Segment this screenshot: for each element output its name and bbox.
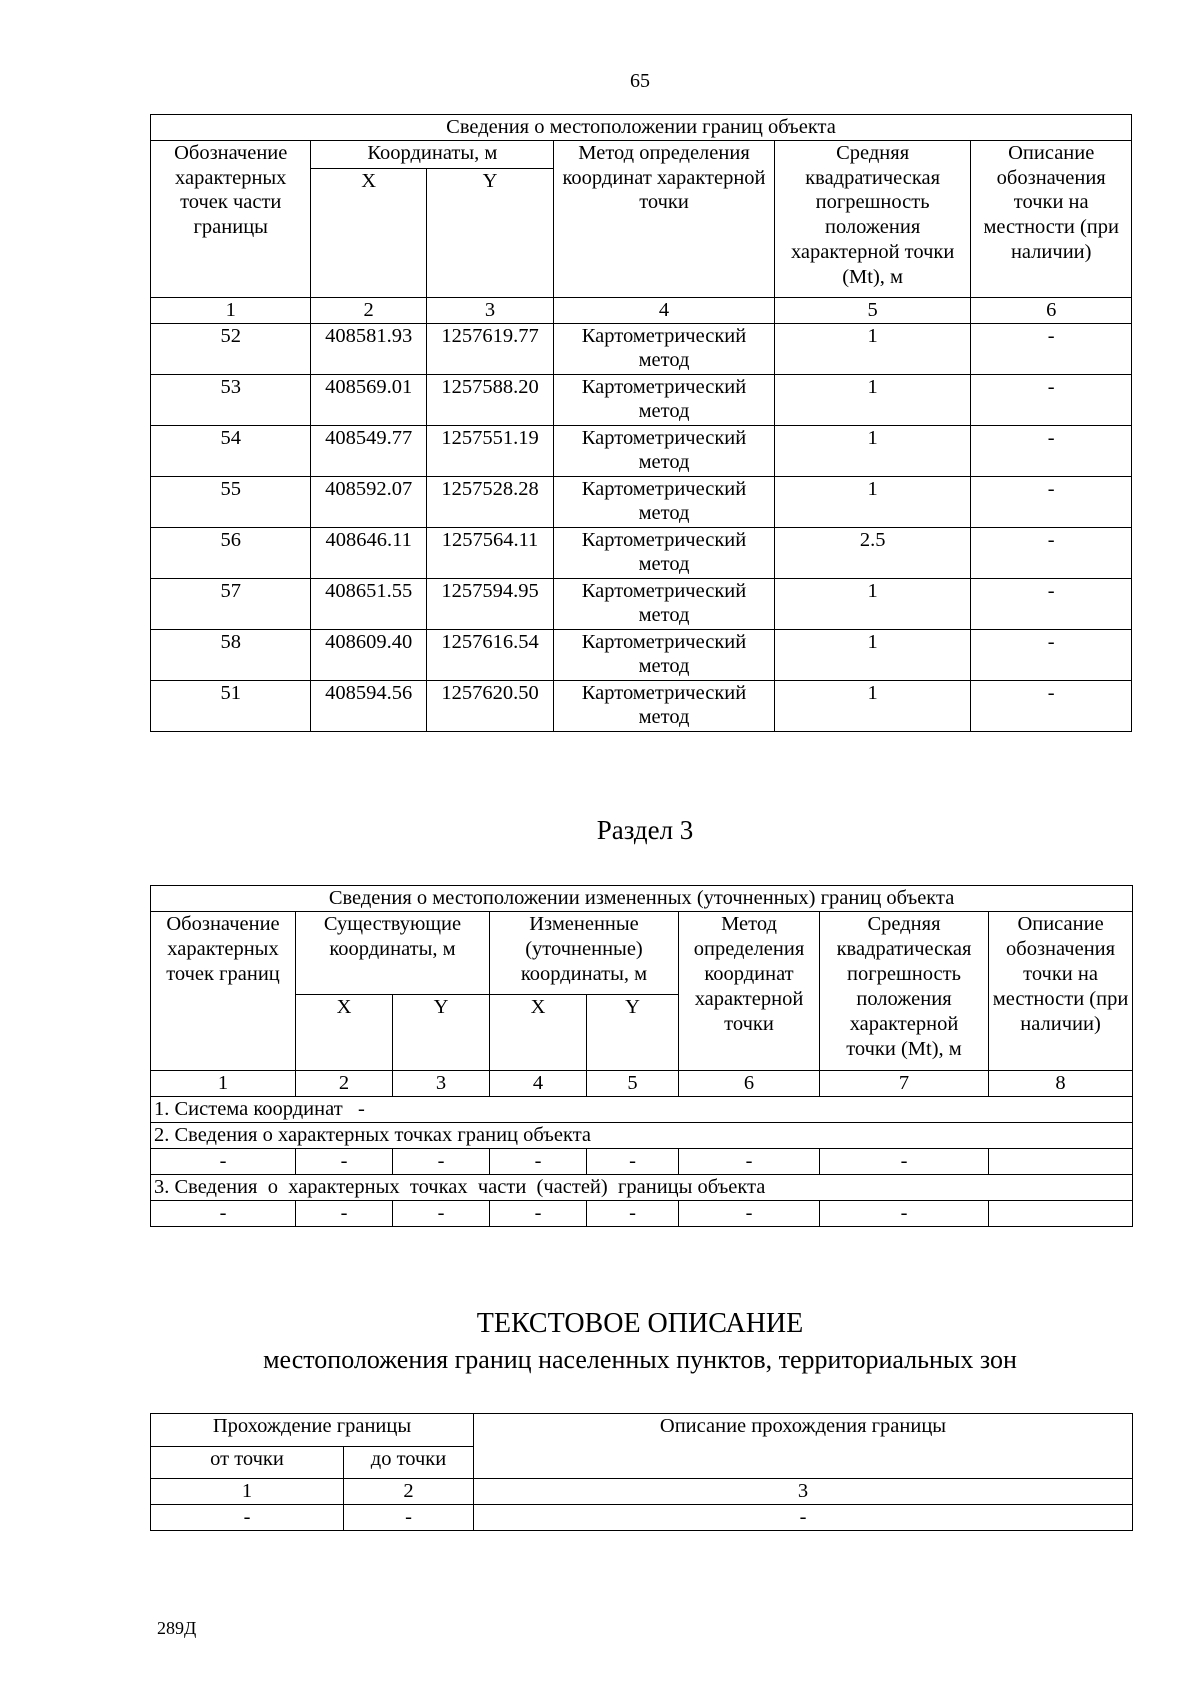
coord-x: 408581.93 (311, 323, 426, 374)
header-x: X (311, 168, 426, 297)
description: - (971, 323, 1132, 374)
header-from-point: от точки (151, 1446, 344, 1479)
coord-x: 408592.07 (311, 476, 426, 527)
col-number: 1 (151, 297, 311, 323)
table-row (151, 1149, 1133, 1175)
cell (989, 1149, 1133, 1175)
col-number: 2 (296, 1071, 393, 1097)
coord-y: 1257528.28 (426, 476, 553, 527)
boundary-passage-table (150, 1413, 1133, 1531)
point-number: 56 (151, 527, 311, 578)
method: Картометрический метод (554, 527, 775, 578)
col-number: 7 (820, 1071, 989, 1097)
table-row (151, 629, 1132, 680)
col-number: 4 (554, 297, 775, 323)
point-number: 55 (151, 476, 311, 527)
col-number: 4 (490, 1071, 587, 1097)
point-number: 51 (151, 680, 311, 731)
error: 1 (774, 425, 971, 476)
col-number: 1 (151, 1071, 296, 1097)
description: - (971, 527, 1132, 578)
cell: - (587, 1149, 679, 1175)
cell: - (151, 1505, 344, 1531)
header-passage-description: Описание прохождения границы (474, 1414, 1133, 1479)
point-number: 53 (151, 374, 311, 425)
section-title: Раздел 3 (596, 815, 694, 845)
col-number: 1 (151, 1479, 344, 1505)
col-number: 2 (344, 1479, 474, 1505)
coord-y: 1257588.20 (426, 374, 553, 425)
coord-y: 1257620.50 (426, 680, 553, 731)
col-number: 5 (774, 297, 971, 323)
coord-y: 1257564.11 (426, 527, 553, 578)
method: Картометрический метод (554, 680, 775, 731)
header-error: Средняя квадратическая погрешность положения характерной точки (Mt), м (774, 140, 971, 297)
header-to-point: до точки (344, 1446, 474, 1479)
method: Картометрический метод (554, 323, 775, 374)
table-row (151, 1201, 1133, 1227)
cell: - (820, 1149, 989, 1175)
header-point-designation: Обозначение характерных точек границ (151, 912, 296, 1071)
cell: - (587, 1201, 679, 1227)
cell: - (151, 1149, 296, 1175)
error: 2.5 (774, 527, 971, 578)
table-row (151, 374, 1132, 425)
coord-x: 408569.01 (311, 374, 426, 425)
header-boundary-passage: Прохождение границы (151, 1414, 474, 1447)
point-number: 52 (151, 323, 311, 374)
header-coordinates: Координаты, м (311, 140, 554, 168)
coord-y: 1257594.95 (426, 578, 553, 629)
column-numbers-row (151, 1071, 1133, 1097)
col-number: 8 (989, 1071, 1133, 1097)
coord-x: 408594.56 (311, 680, 426, 731)
description: - (971, 578, 1132, 629)
header-description: Описание обозначения точки на местности (при наличии) (971, 140, 1132, 297)
table-row (151, 578, 1132, 629)
error: 1 (774, 374, 971, 425)
cell: - (490, 1201, 587, 1227)
method: Картометрический метод (554, 425, 775, 476)
header-error: Средняя квадратическая погрешность положения характерной точки (Mt), м (820, 912, 989, 1071)
cell: - (474, 1505, 1133, 1531)
cell: - (679, 1149, 820, 1175)
error: 1 (774, 323, 971, 374)
header-method: Метод определения координат характерной точки (679, 912, 820, 1071)
col-number: 3 (426, 297, 553, 323)
changed-boundaries-table (150, 885, 1133, 1227)
header-description: Описание обозначения точки на местности (при наличии) (989, 912, 1133, 1071)
error: 1 (774, 680, 971, 731)
description: - (971, 425, 1132, 476)
header-changed-coordinates: Измененные (уточненные) координаты, м (490, 912, 679, 995)
coord-y: 1257619.77 (426, 323, 553, 374)
col-number: 6 (679, 1071, 820, 1097)
cell: - (296, 1149, 393, 1175)
boundary-points-section-row: 2. Сведения о характерных точках границ объекта (151, 1123, 1133, 1149)
method: Картометрический метод (554, 476, 775, 527)
page-number: 65 (630, 70, 650, 92)
col-number: 2 (311, 297, 426, 323)
coordinate-system-row: 1. Система координат - (151, 1097, 1133, 1123)
coord-x: 408609.40 (311, 629, 426, 680)
table-row (151, 527, 1132, 578)
text-description-title: ТЕКСТОВОЕ ОПИСАНИЕ (476, 1308, 804, 1339)
boundary-points-table (150, 114, 1132, 732)
col-number: 6 (971, 297, 1132, 323)
point-number: 57 (151, 578, 311, 629)
table1-title: Сведения о местоположении границ объекта (151, 115, 1132, 141)
footer-code: 289Д (157, 1618, 197, 1638)
cell: - (344, 1505, 474, 1531)
col-number: 3 (474, 1479, 1133, 1505)
method: Картометрический метод (554, 578, 775, 629)
point-number: 54 (151, 425, 311, 476)
error: 1 (774, 629, 971, 680)
description: - (971, 629, 1132, 680)
table2-title: Сведения о местоположении измененных (уточненных) границ объекта (151, 886, 1133, 912)
col-number: 5 (587, 1071, 679, 1097)
cell: - (393, 1149, 490, 1175)
header-method: Метод определения координат характерной точки (554, 140, 775, 297)
point-number: 58 (151, 629, 311, 680)
header-y: Y (426, 168, 553, 297)
part-points-section-row: 3. Сведения о характерных точках части (частей) границы объекта (151, 1175, 1133, 1201)
header-existing-y: Y (393, 995, 490, 1071)
method: Картометрический метод (554, 374, 775, 425)
cell: - (296, 1201, 393, 1227)
description: - (971, 374, 1132, 425)
coord-x: 408549.77 (311, 425, 426, 476)
cell: - (679, 1201, 820, 1227)
coord-y: 1257551.19 (426, 425, 553, 476)
table-row (151, 1505, 1133, 1531)
method: Картометрический метод (554, 629, 775, 680)
header-changed-x: X (490, 995, 587, 1071)
cell: - (820, 1201, 989, 1227)
coord-x: 408646.11 (311, 527, 426, 578)
error: 1 (774, 476, 971, 527)
cell (989, 1201, 1133, 1227)
column-numbers-row (151, 1479, 1133, 1505)
column-numbers-row (151, 297, 1132, 323)
description: - (971, 680, 1132, 731)
text-description-subtitle: местоположения границ населенных пунктов, территориальных зон (263, 1345, 1017, 1374)
header-existing-x: X (296, 995, 393, 1071)
header-point-designation: Обозначение характерных точек части границы (151, 140, 311, 297)
header-changed-y: Y (587, 995, 679, 1071)
col-number: 3 (393, 1071, 490, 1097)
cell: - (393, 1201, 490, 1227)
error: 1 (774, 578, 971, 629)
header-existing-coordinates: Существующие координаты, м (296, 912, 490, 995)
cell: - (490, 1149, 587, 1175)
cell: - (151, 1201, 296, 1227)
table-row (151, 425, 1132, 476)
coord-x: 408651.55 (311, 578, 426, 629)
table-row (151, 476, 1132, 527)
coord-y: 1257616.54 (426, 629, 553, 680)
table-row (151, 323, 1132, 374)
description: - (971, 476, 1132, 527)
table-row (151, 680, 1132, 731)
